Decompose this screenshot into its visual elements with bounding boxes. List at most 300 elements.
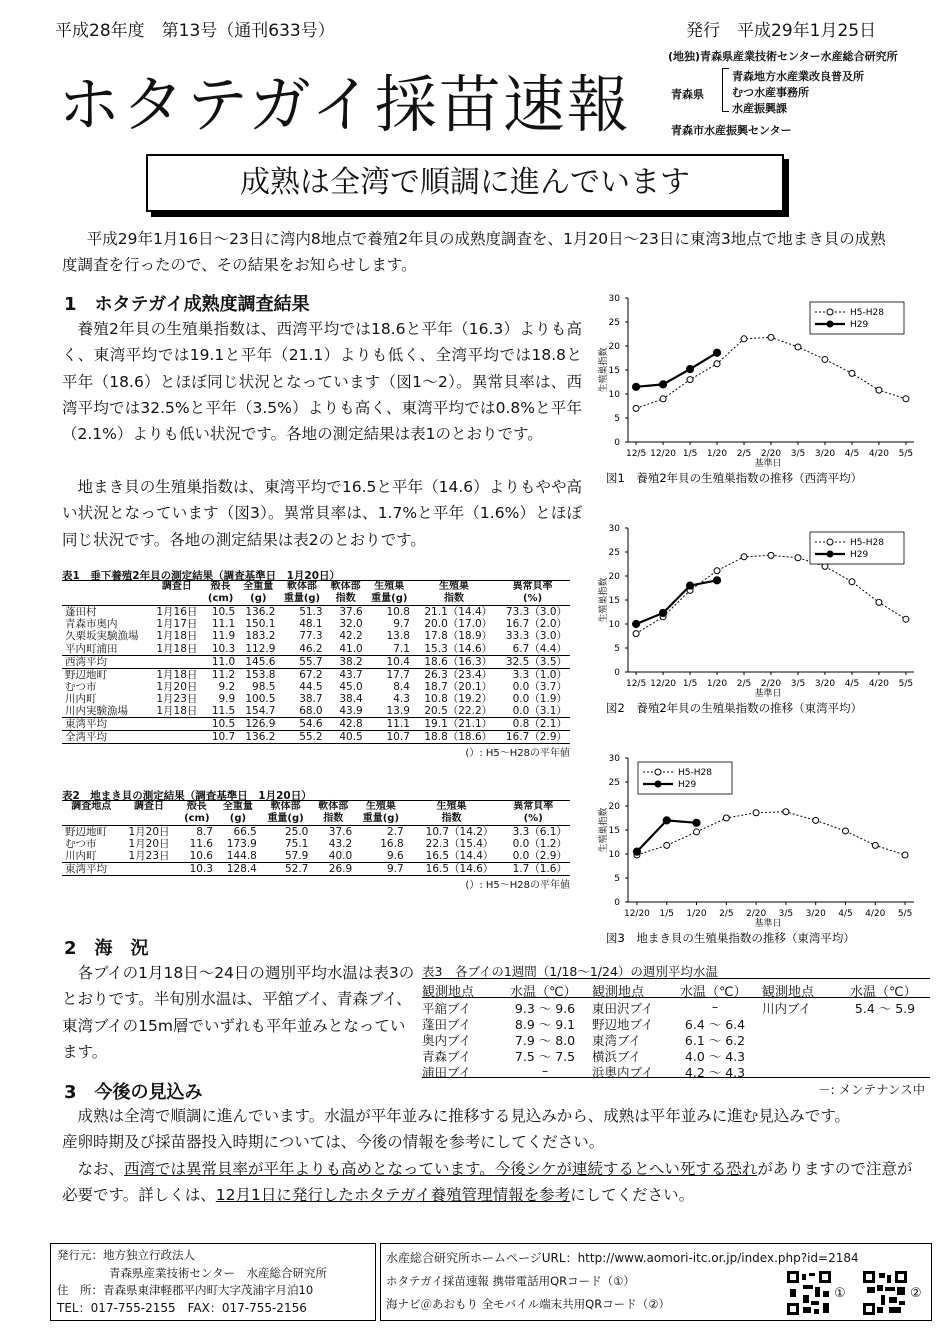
y-tick-label: 30 (608, 524, 620, 534)
buoy-site: 浜奥内ブイ (592, 1065, 654, 1080)
footer-line-3: 住 所：青森県東津軽郡平内町大字茂浦字月泊10 (57, 1283, 314, 1297)
org-pref: 青森県 (671, 88, 704, 101)
table-3 (422, 978, 930, 1078)
buoy-temp: 8.9 ～ 9.1 (514, 1017, 576, 1032)
p3-e: にしてください。 (570, 1185, 695, 1204)
data-point (659, 381, 666, 388)
table-cell: 17.8（18.9） (424, 630, 493, 643)
x-tick-label: 2/5 (736, 449, 752, 459)
table-cell: 18.6（16.3） (413, 655, 495, 668)
col-header-site: 観測地点 (762, 985, 815, 1000)
table-cell: 1月23日 (128, 850, 170, 863)
buoy-site: 蓬田ブイ (422, 1017, 471, 1032)
table-1-title: 表1 垂下養殖2年貝の測定結果（調査基準日 1月20日） (62, 570, 341, 582)
figure-caption: 図1 養殖2年貝の生殖巣指数の推移（西湾平均） (606, 471, 863, 485)
table-cell: 野辺地町 (65, 668, 107, 681)
footer-line-1: 発行元：地方独立行政法人 (57, 1248, 195, 1262)
table-cell: 51.3 (299, 606, 323, 618)
org-3: むつ水産事務所 (732, 86, 809, 99)
col-header: 生殖巣 (365, 801, 396, 812)
col-header: 調査日 (134, 801, 165, 812)
col-header (120, 813, 177, 826)
col-header: 軟体部 (318, 801, 349, 812)
data-point (632, 383, 639, 390)
table-cell: 150.1 (245, 618, 276, 631)
table-cell: 11.6 (189, 838, 213, 851)
col-header: 全重量 (243, 581, 274, 592)
y-tick-label: 10 (608, 850, 620, 860)
footer-links (380, 1243, 932, 1321)
qr-label-1: ホタテガイ採苗速報 携帯電話用QRコード（①） (386, 1274, 635, 1288)
data-point (768, 552, 774, 558)
col-header-temp: 水温（℃） (680, 985, 747, 1000)
table-cell: 1月18日 (156, 668, 198, 681)
table-cell: むつ市 (65, 838, 97, 851)
table-cell: 153.8 (245, 668, 276, 681)
p3-c: がありますので注意が必要です。詳しくは、 (62, 1159, 913, 1204)
table-cell: 4.3 (393, 693, 410, 706)
col-header (62, 593, 151, 606)
footer-publisher (50, 1243, 376, 1321)
table-cell: 16.7（2.9） (495, 731, 570, 744)
col-header: 指数 (335, 593, 356, 604)
data-point (663, 817, 670, 824)
table-cell: 全湾平均 (62, 731, 151, 744)
table-cell: 37.6 (328, 826, 353, 838)
legend-label: H29 (850, 550, 869, 560)
table-cell: 川内町 (65, 693, 97, 706)
table-cell: 16.7（2.0） (505, 618, 567, 631)
table-cell: 46.2 (299, 642, 323, 655)
table-cell: 0.0（1.2） (512, 838, 567, 851)
table-cell: 43.9 (339, 705, 363, 718)
table-cell: 川内実験漁場 (65, 705, 128, 718)
table-cell: 10.7 (203, 731, 238, 744)
table-cell: 9.2 (218, 680, 236, 693)
table-cell: 126.9 (238, 718, 278, 731)
table-cell: 26.9 (311, 863, 355, 876)
buoy-temp: – (541, 1063, 549, 1078)
data-point (741, 336, 747, 342)
y-tick-label: 0 (614, 438, 620, 448)
table-cell: 44.5 (299, 680, 323, 693)
buoy-site: 平舘ブイ (422, 1001, 471, 1016)
data-point (686, 365, 693, 372)
x-tick-label: 5/5 (898, 449, 914, 459)
legend-label: H5-H28 (850, 538, 884, 548)
table-row (62, 630, 570, 642)
table-2-title: 表2 地まき貝の測定結果（調査基準日 1月20日） (62, 790, 312, 802)
buoy-temp: 7.5 ～ 7.5 (514, 1049, 576, 1064)
section-3-p2: 産卵時期及び採苗器投入時期については、今後の情報を参考にしてください。 (62, 1133, 605, 1152)
table-cell: 1月16日 (156, 606, 198, 618)
qr-2-marker: ② (910, 1286, 922, 1301)
x-tick-label: 12/20 (650, 679, 677, 689)
section-3-p3 (62, 1156, 922, 1209)
table-cell: 19.1（21.1） (413, 718, 495, 731)
org-2: 青森地方水産業改良普及所 (732, 70, 864, 83)
table-cell: 10.5 (211, 606, 236, 618)
x-tick-label: 2/20 (745, 909, 767, 919)
intro-text: 平成29年1月16日～23日に湾内8地点で養殖2年貝の成熟度調査を、1月20日～23日に東湾3地点で地まき貝の成熟度調査を行ったので、その結果をお知らせします。 (62, 230, 886, 275)
legend-marker (655, 769, 661, 775)
y-tick-label: 15 (608, 596, 620, 606)
x-tick-label: 4/20 (868, 679, 890, 689)
table-cell: 37.6 (339, 606, 363, 618)
col-header: (%) (522, 593, 543, 604)
table-cell: 平内町浦田 (65, 642, 118, 655)
table-cell: 42.8 (326, 718, 366, 731)
qr-1-marker: ① (834, 1286, 846, 1301)
table-cell: 98.5 (252, 680, 276, 693)
x-axis-label: 基準日 (754, 689, 782, 699)
data-point (632, 620, 639, 627)
buoy-site: 青森ブイ (422, 1049, 471, 1064)
x-tick-label: 3/5 (790, 449, 806, 459)
legend-marker (655, 781, 661, 787)
table-cell: 11.9 (211, 630, 236, 643)
data-point (795, 344, 801, 350)
x-tick-label: 4/20 (868, 449, 890, 459)
table-cell: 11.0 (203, 655, 238, 668)
table-cell: 40.0 (328, 850, 353, 863)
table-cell: 3.3（6.1） (512, 826, 567, 838)
table-cell: 112.9 (245, 642, 276, 655)
data-point (876, 599, 882, 605)
table-cell: 16.5（14.4） (425, 850, 494, 863)
col-header: (%) (523, 813, 543, 824)
table-cell: 東湾平均 (62, 718, 151, 731)
table-cell: 33.3（3.0） (505, 630, 567, 643)
table-cell: 55.7 (278, 655, 325, 668)
col-header: 異常貝率 (513, 801, 554, 812)
data-point (813, 817, 819, 823)
x-tick-label: 2/20 (760, 679, 782, 689)
x-tick-label: 2/5 (736, 679, 752, 689)
y-tick-label: 30 (608, 754, 620, 764)
x-tick-label: 5/5 (897, 909, 913, 919)
table-cell: 1月18日 (156, 630, 198, 643)
qr-label-2: 海ナビ＠あおもり 全モバイル端末共用QRコード（②） (386, 1297, 671, 1311)
buoy-site: 川内ブイ (762, 1001, 811, 1016)
table-cell: 17.7 (386, 668, 410, 681)
col-header-site: 観測地点 (422, 985, 475, 1000)
data-point (849, 579, 855, 585)
x-axis-label: 基準日 (754, 919, 782, 929)
col-header: 軟体部 (330, 581, 361, 592)
table-cell: 144.8 (226, 850, 257, 863)
data-point (842, 828, 848, 834)
table-cell: 11.1 (366, 718, 413, 731)
legend-label: H5-H28 (678, 768, 712, 778)
org-1: (地独)青森県産業技術センター水産総合研究所 (668, 50, 898, 63)
data-point (713, 349, 720, 356)
table-cell: 11.2 (211, 668, 236, 681)
table-cell: 6.7（4.4） (512, 642, 567, 655)
homepage-url[interactable]: 水産総合研究所ホームページURL：http://www.aomori-itc.or.jp/index.php?id=2184 (386, 1251, 859, 1265)
y-tick-label: 25 (608, 778, 620, 788)
data-point (723, 815, 729, 821)
legend-marker (827, 539, 833, 545)
data-point (753, 810, 759, 816)
data-point (741, 554, 747, 560)
buoy-temp: 7.9 ～ 8.0 (514, 1033, 576, 1048)
x-tick-label: 4/5 (838, 909, 853, 919)
col-header: 軟体部 (270, 801, 301, 812)
table-cell: 41.0 (339, 642, 363, 655)
x-tick-label: 1/5 (659, 909, 674, 919)
table-cell: 52.7 (260, 863, 311, 876)
buoy-site: 横浜ブイ (592, 1049, 641, 1064)
buoy-site: 東湾ブイ (592, 1033, 641, 1048)
x-tick-label: 3/5 (778, 909, 794, 919)
y-tick-label: 15 (608, 826, 620, 836)
table-cell: 55.2 (278, 731, 325, 744)
table-cell: 26.3（23.4） (424, 668, 493, 681)
table-cell: 10.3 (211, 642, 236, 655)
table-cell: 1.7（1.6） (496, 863, 570, 876)
table-cell (151, 731, 203, 744)
issue-date: 発行 平成29年1月25日 (686, 21, 877, 41)
table-cell: 32.5（3.5） (495, 655, 570, 668)
table-cell: 73.3（3.0） (505, 606, 567, 618)
col-header: 生殖巣 (374, 581, 405, 592)
buoy-temp: 4.2 ～ 4.3 (684, 1065, 746, 1080)
x-tick-label: 1/20 (706, 449, 728, 459)
table-cell: 25.0 (284, 826, 309, 838)
x-tick-label: 4/5 (844, 679, 860, 689)
col-header: 軟体部 (286, 581, 317, 592)
x-tick-label: 12/20 (650, 449, 677, 459)
table-cell: 128.4 (216, 863, 260, 876)
headline: 成熟は全湾で順調に進んでいます (146, 154, 784, 212)
table-cell: 45.0 (339, 680, 363, 693)
table-cell: 11.5 (211, 705, 236, 718)
table-cell: 7.1 (393, 642, 410, 655)
data-point (714, 568, 720, 574)
legend-label: H29 (850, 320, 869, 330)
table-cell: 38.4 (339, 693, 363, 706)
table-2-note: (）: H5～H28の平年値 (465, 880, 570, 892)
col-header: (g) (250, 593, 267, 604)
data-point (660, 396, 666, 402)
figure-caption: 図3 地まき貝の生殖巣指数の推移（東湾平均） (606, 931, 855, 945)
col-header: 指数 (323, 813, 344, 824)
y-tick-label: 15 (608, 366, 620, 376)
table-cell: 9.7 (393, 618, 410, 631)
table-row (62, 606, 570, 619)
data-point (659, 609, 666, 616)
table-cell: 13.9 (386, 705, 410, 718)
data-point (633, 631, 639, 637)
table-cell: 75.1 (284, 838, 309, 851)
y-tick-label: 25 (608, 548, 620, 558)
qr-code-1-icon[interactable] (787, 1271, 831, 1315)
col-header: 重量(g) (371, 593, 408, 604)
table-cell: 1月20日 (156, 680, 198, 693)
legend-label: H29 (678, 780, 697, 790)
table-cell: 15.3（14.6） (424, 642, 493, 655)
table-cell: 20.5（22.2） (424, 705, 493, 718)
table-row (62, 826, 570, 839)
table-cell (151, 655, 203, 668)
newsletter-title: ホタテガイ採苗速報 (58, 68, 631, 141)
col-header (62, 813, 120, 826)
table-cell: 久栗坂実験漁場 (65, 630, 139, 643)
y-axis-label: 生殖巣指数 (599, 577, 609, 623)
qr-code-2-icon[interactable] (863, 1271, 907, 1315)
table-cell: 10.7 (366, 731, 413, 744)
table-cell: 10.6 (189, 850, 213, 863)
col-header-temp: 水温（℃） (510, 985, 577, 1000)
y-tick-label: 20 (608, 572, 620, 582)
col-header: 指数 (441, 813, 462, 824)
y-tick-label: 5 (614, 874, 620, 884)
data-point (664, 842, 670, 848)
table-cell: 10.3 (178, 863, 216, 876)
y-tick-label: 5 (614, 414, 620, 424)
section-1-p1: 養殖2年貝の生殖巣指数は、西湾平均では18.6と平年（16.3）よりも高く、東湾平均では19.1と平年（21.1）よりも低く、全湾平均では18.8と平年（18.6）とほぼ同じ状況となっています（図1～2）。異常貝率は、西湾平均では32.5%と平年（3.5%）よりも高く、東湾平均では0.8%と平年（2.1%）よりも低い状況です。各地の測定結果は表1のとおりです。 (62, 320, 582, 444)
data-point (714, 361, 720, 367)
y-tick-label: 5 (614, 644, 620, 654)
data-point (633, 848, 640, 855)
section-3-heading: 3 今後の見込み (64, 1082, 203, 1103)
col-header (62, 581, 151, 594)
y-tick-label: 10 (608, 620, 620, 630)
data-point (822, 356, 828, 362)
col-header: (g) (229, 813, 247, 824)
table-cell: 11.1 (211, 618, 236, 631)
table-row (62, 668, 570, 681)
data-point (694, 829, 700, 835)
buoy-temp: 4.0 ～ 4.3 (684, 1049, 746, 1064)
table-cell: 173.9 (226, 838, 257, 851)
legend-label: H5-H28 (850, 308, 884, 318)
table-3-title: 表3 各ブイの1週間（1/18～1/24）の週別平均水温 (422, 964, 718, 979)
table-row (62, 693, 570, 705)
table-cell: 東湾平均 (62, 863, 120, 876)
table-cell: 2.7 (386, 826, 404, 838)
table-cell: 38.7 (299, 693, 323, 706)
col-header: (cm) (184, 813, 210, 824)
table-cell: 8.7 (196, 826, 213, 838)
table-cell: 10.4 (366, 655, 413, 668)
section-1-p2: 地まき貝の生殖巣指数は、東湾平均で16.5と平年（14.6）よりもやや高い状況となっています（図3）。異常貝率は、1.7%と平年（1.6%）とほぼ同じ状況です。各地の測定結果は表2のとおりです。 (62, 478, 582, 549)
table-cell: 0.0（3.1） (512, 705, 567, 718)
col-header: (cm) (207, 593, 234, 604)
figure-2-chart (596, 522, 926, 722)
table-cell: 16.8 (380, 838, 404, 851)
x-axis-label: 基準日 (754, 459, 782, 469)
table-cell: 43.7 (339, 668, 363, 681)
table-cell: 9.9 (218, 693, 236, 706)
table-row (62, 618, 570, 630)
section-3-text (62, 1103, 922, 1208)
y-tick-label: 20 (608, 802, 620, 812)
table-cell: 40.5 (326, 731, 366, 744)
table-cell: 43.2 (328, 838, 353, 851)
table-cell: 9.7 (355, 863, 406, 876)
x-tick-label: 1/5 (682, 449, 698, 459)
table-2 (62, 800, 570, 891)
table-cell: 38.2 (326, 655, 366, 668)
table-cell: 0.8（2.1） (495, 718, 570, 731)
table-cell: 67.2 (299, 668, 323, 681)
col-header: 指数 (444, 593, 465, 604)
buoy-site: 野辺地ブイ (592, 1017, 654, 1032)
x-tick-label: 12/20 (623, 909, 650, 919)
figure-3-chart (596, 752, 926, 952)
y-tick-label: 30 (608, 294, 620, 304)
col-header: 調査日 (161, 581, 192, 592)
data-point (713, 577, 720, 584)
table-cell: 183.2 (245, 630, 276, 643)
x-tick-label: 3/5 (790, 679, 806, 689)
col-header-temp: 水温（℃） (850, 985, 917, 1000)
col-header: 殻長 (186, 801, 207, 812)
col-header: 全重量 (222, 801, 253, 812)
table-cell: 1月20日 (128, 838, 170, 851)
data-point (876, 387, 882, 393)
table-cell: 0.0（1.9） (512, 693, 567, 706)
table-cell: 蓬田村 (65, 606, 97, 618)
legend-marker (827, 321, 833, 327)
series-line-H5-H28 (636, 555, 906, 633)
col-header: 調査地点 (71, 801, 112, 812)
data-point (902, 852, 908, 858)
table-cell: 77.3 (299, 630, 323, 643)
table-cell: むつ市 (65, 680, 97, 693)
data-point (903, 616, 909, 622)
col-header: 異常貝率 (512, 581, 553, 592)
col-header: 重量(g) (267, 813, 304, 824)
table-cell: 1月18日 (156, 642, 198, 655)
data-point (686, 582, 693, 589)
x-tick-label: 12/5 (625, 449, 647, 459)
table-cell: 3.3（1.0） (512, 668, 567, 681)
table-cell: 54.6 (278, 718, 325, 731)
issue-number: 平成28年度 第13号（通刊633号） (55, 21, 335, 41)
p3-a: なお、 (77, 1159, 125, 1178)
x-tick-label: 12/5 (625, 679, 647, 689)
table-cell: 145.6 (238, 655, 278, 668)
table-cell: 48.1 (299, 618, 323, 631)
table-cell: 西湾平均 (62, 655, 151, 668)
x-tick-label: 4/20 (865, 909, 886, 919)
data-point (903, 396, 909, 402)
series-line-H29 (636, 353, 717, 387)
section-1-heading: 1 ホタテガイ成熟度調査結果 (64, 294, 310, 315)
series-line-H29 (636, 580, 717, 624)
table-row (62, 705, 570, 718)
y-tick-label: 10 (608, 390, 620, 400)
table-1-note: (）: H5～H28の平年値 (465, 748, 570, 760)
series-line-H5-H28 (636, 337, 906, 408)
col-header: 重量(g) (362, 813, 400, 824)
buoy-temp: – (711, 999, 719, 1014)
x-tick-label: 2/5 (719, 909, 734, 919)
table-cell: 136.2 (238, 731, 278, 744)
data-point (795, 555, 801, 561)
table-cell: 10.5 (203, 718, 238, 731)
buoy-temp: 5.4 ～ 5.9 (854, 1001, 916, 1016)
table-cell: 10.7（14.2） (425, 826, 494, 838)
table-row (62, 718, 570, 731)
legend-marker (827, 309, 833, 315)
col-header-site: 観測地点 (592, 985, 645, 1000)
table-cell: 18.8（18.6） (413, 731, 495, 744)
buoy-site: 奥内ブイ (422, 1033, 471, 1048)
